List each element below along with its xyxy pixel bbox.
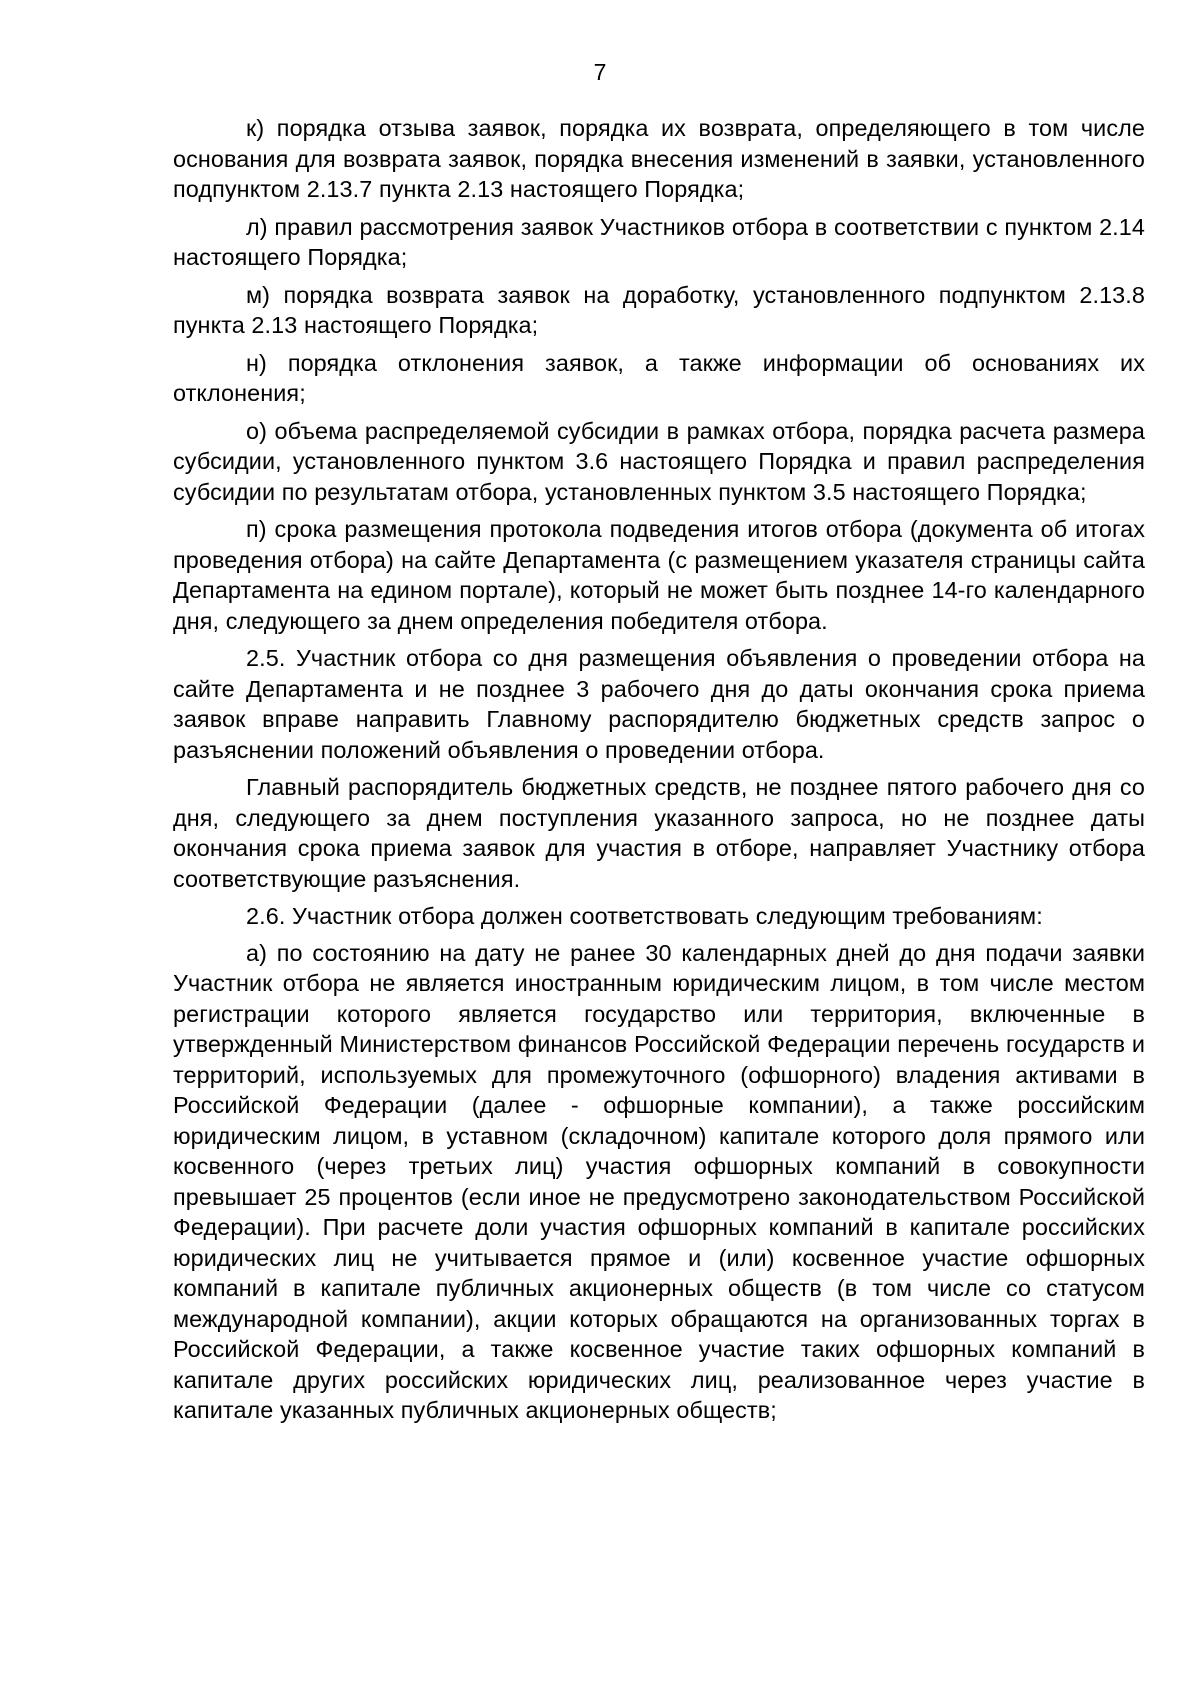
paragraph-o: о) объема распределяемой субсидии в рамках отбора, порядка расчета размера субсидии, установленного пунктом 3.6 настоящего Порядка и правил распределения субсидии по результатам отбора, установленных пунктом 3.5 настоящего Порядка; xyxy=(173,417,1145,505)
paragraph-l: л) правил рассмотрения заявок Участников отбора в соответствии с пунктом 2.14 настоящего Порядка; xyxy=(173,213,1145,270)
document-body xyxy=(173,113,1145,1433)
page-number: 7 xyxy=(593,59,607,85)
paragraph-2-5: 2.5. Участник отбора со дня размещения объявления о проведении отбора на сайте Департамента и не позднее 3 рабочего дня до даты окончания срока приема заявок вправе направить Главному распорядителю бюджетных средств запрос о разъяснении положений объявления о проведении отбора. xyxy=(173,645,1145,763)
paragraph-m: м) порядка возврата заявок на доработку, установленного подпунктом 2.13.8 пункта 2.13 настоящего Порядка; xyxy=(173,281,1145,338)
paragraph-main-distributor: Главный распорядитель бюджетных средств, не позднее пятого рабочего дня со дня, следующего за днем поступления указанного запроса, но не позднее даты окончания срока приема заявок для участия в отборе, направляет Участнику отбора соответствующие разъяснения. xyxy=(173,774,1145,892)
paragraph-p: п) срока размещения протокола подведения итогов отбора (документа об итогах проведения отбора) на сайте Департамента (с размещением указателя страницы сайта Департамента на едином портале), который не может быть позднее 14-го календарного дня, следующего за днем определения победителя отбора. xyxy=(173,516,1145,634)
paragraph-n: н) порядка отклонения заявок, а также информации об основаниях их отклонения; xyxy=(173,349,1145,406)
paragraph-k: к) порядка отзыва заявок, порядка их возврата, определяющего в том числе основания для возврата заявок, порядка внесения изменений в заявки, установленного подпунктом 2.13.7 пункта 2.13 настоящего Порядка; xyxy=(173,115,1145,202)
paragraph-2-6: 2.6. Участник отбора должен соответствовать следующим требованиям: xyxy=(246,903,1043,929)
paragraph-a: а) по состоянию на дату не ранее 30 календарных дней до дня подачи заявки Участник отбора не является иностранным юридическим лицом, в том числе местом регистрации которого является государство или территория, включенные в утвержденный Министерством финансов Российской Федерации перечень государств и территорий, используемых для промежуточного (офшорного) владения активами в Российской Федерации (далее - офшорные компании), а также российским юридическим лицом, в уставном (складочном) капитале которого доля прямого или косвенного (через третьих лиц) участия офшорных компаний в совокупности превышает 25 процентов (если иное не предусмотрено законодательством Российской Федерации). При расчете доли участия офшорных компаний в капитале российских юридических лиц не учитывается прямое и (или) косвенное участие офшорных компаний в капитале публичных акционерных обществ (в том числе со статусом международной компании), акции которых обращаются на организованных торгах в Российской Федерации, а также косвенное участие таких офшорных компаний в капитале других российских юридических лиц, реализованное через участие в капитале указанных публичных акционерных обществ; xyxy=(173,939,1145,1423)
